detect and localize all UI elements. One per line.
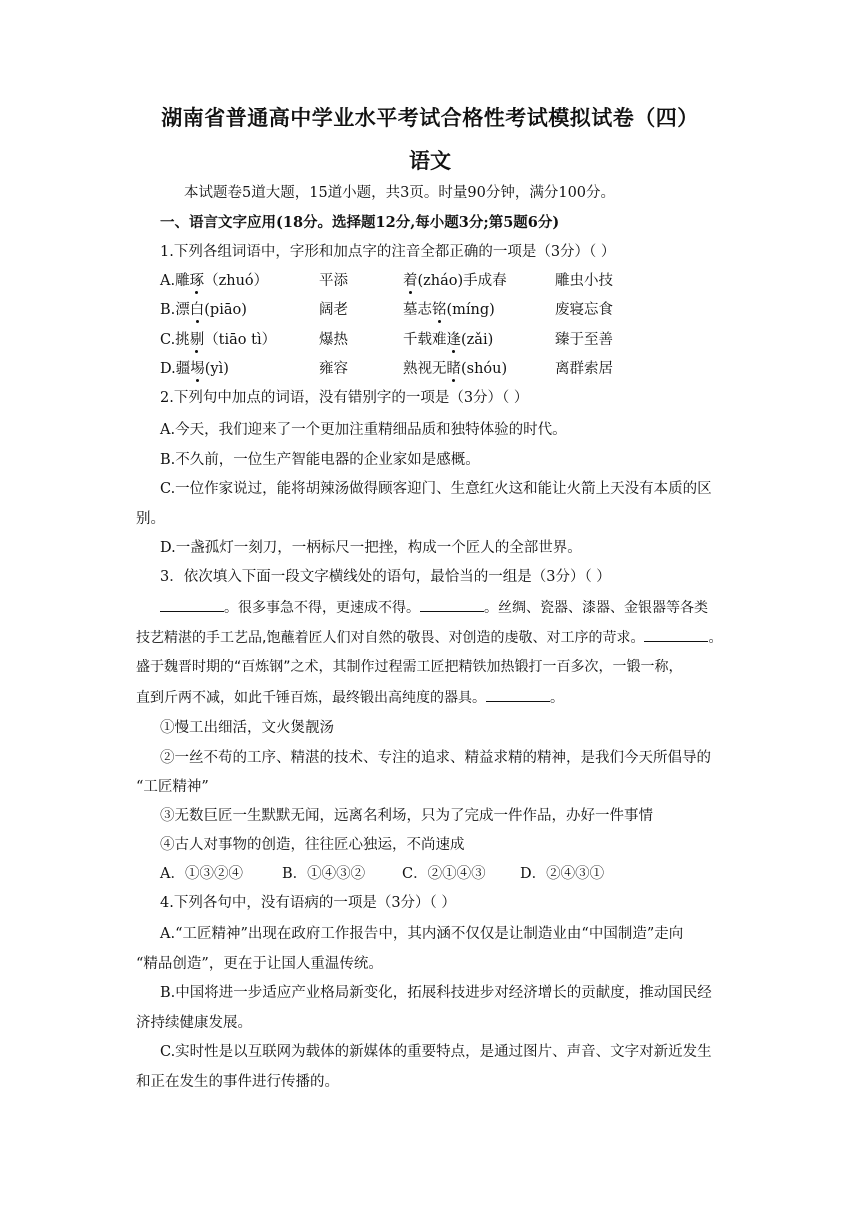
dotted-char: 逢: [446, 332, 461, 348]
option-word: 熟视无: [403, 361, 447, 377]
pinyin: (piāo): [204, 302, 247, 318]
q3-passage-line3: 盛于魏晋时期的“百炼钢”之术，其制作过程需工匠把精铁加热锻打一百多次，一锻一称，: [136, 659, 683, 675]
answer-blank: [420, 597, 484, 612]
option-text: D.疆: [160, 361, 191, 377]
pinyin: (yì): [204, 361, 229, 377]
q3-choice-b: B．①④③②: [282, 866, 366, 882]
option-word: 雕虫小技: [555, 273, 613, 289]
exam-intro: 本试题卷5道大题，15道小题，共3页。时量90分钟，满分100分。: [184, 185, 616, 201]
option-word: 爆热: [319, 332, 348, 348]
passage-text: 。丝绸、瓷器、漆器、金银器等各类: [484, 600, 708, 616]
passage-text: 。: [708, 630, 723, 646]
option-word: 阔老: [319, 302, 348, 318]
q3-stem: 3．依次填入下面一段文字横线处的语句，最恰当的一组是（3分）（ ）: [160, 569, 611, 585]
option-text: A.雕: [160, 273, 190, 289]
q2-option-c-cont: 别。: [136, 511, 165, 527]
option-word: 离群索居: [555, 361, 613, 377]
q2-stem: 2.下列句中加点的词语，没有错别字的一项是（3分）（ ）: [160, 390, 529, 406]
q3-sentence-2-cont: “工匠精神”: [136, 779, 209, 795]
dotted-char: 睹: [446, 361, 461, 377]
dotted-char: 铭: [432, 302, 447, 318]
pinyin: (shóu): [461, 361, 508, 377]
option-text: B.漂: [160, 302, 190, 318]
q2-option-a: A.今天，我们迎来了一个更加注重精细品质和独特体验的时代。: [160, 422, 567, 438]
option-word: 平添: [319, 273, 348, 289]
pinyin: (zǎi): [461, 332, 494, 348]
pinyin: （tiāo tì）: [204, 332, 277, 348]
option-word: (zháo)手成春: [417, 273, 507, 289]
exam-title: 湖南省普通高中学业水平考试合格性考试模拟试卷（四）: [161, 105, 699, 130]
dotted-char: 白: [189, 302, 205, 318]
q3-choice-c: C．②①④③: [402, 866, 486, 882]
q4-option-a-cont: “精品创造”，更在于让国人重温传统。: [136, 956, 383, 972]
q4-option-b: B.中国将进一步适应产业格局新变化，拓展科技进步对经济增长的贡献度，推动国民经: [160, 985, 712, 1001]
dotted-char: 着: [403, 273, 418, 289]
q2-option-c: C.一位作家说过，能将胡辣汤做得顾客迎门、生意红火这和能让火箭上天没有本质的区: [160, 481, 712, 497]
answer-blank: [486, 687, 550, 702]
q3-sentence-2: ②一丝不苟的工序、精湛的技术、专注的追求、精益求精的精神，是我们今天所倡导的: [160, 750, 711, 766]
passage-text: 技艺精湛的手工艺品,饱蘸着匠人们对自然的敬畏、对创造的虔敬、对工序的苛求。: [136, 630, 645, 646]
q2-option-b: B.不久前，一位生产智能电器的企业家如是感概。: [160, 452, 480, 468]
passage-text: 。: [550, 690, 564, 706]
q1-stem: 1.下列各组词语中，字形和加点字的注音全都正确的一项是（3分）（ ）: [160, 244, 616, 260]
passage-text: 。很多事急不得，更速成不得。: [224, 600, 420, 616]
q4-option-c: C.实时性是以互联网为载体的新媒体的重要特点，是通过图片、声音、文字对新近发生: [160, 1044, 712, 1060]
dotted-char: 琢: [189, 273, 205, 289]
q4-option-a: A.“工匠精神”出现在政府工作报告中，其内涵不仅仅是让制造业由“中国制造”走向: [160, 926, 684, 942]
q3-choice-d: D．②④③①: [520, 866, 605, 882]
dotted-char: 剔: [189, 332, 205, 348]
q3-choice-a: A．①③②④: [160, 866, 243, 882]
q3-passage-line1: [160, 597, 708, 618]
q3-choices: [160, 864, 604, 884]
subject-title: 语文: [409, 148, 451, 173]
section-heading: 一、语言文字应用(18分。选择题12分,每小题3分;第5题6分): [160, 214, 560, 231]
option-word: 墓志: [403, 302, 432, 318]
answer-blank: [160, 597, 224, 612]
q3-passage-line2: [136, 627, 722, 648]
option-word: 臻于至善: [555, 332, 613, 348]
q3-sentence-3: ③无数巨匠一生默默无闻，远离名利场，只为了完成一件作品，办好一件事情: [160, 808, 653, 824]
q4-option-c-cont: 和正在发生的事件进行传播的。: [136, 1074, 339, 1090]
q4-option-b-cont: 济持续健康发展。: [136, 1015, 252, 1031]
q4-stem: 4.下列各句中，没有语病的一项是（3分）（ ）: [160, 895, 456, 911]
dotted-char: 埸: [190, 361, 205, 377]
q3-passage-line4: [136, 687, 564, 708]
q3-sentence-1: ①慢工出细活，文火煲靓汤: [160, 720, 334, 736]
option-text: C.挑: [160, 332, 190, 348]
pinyin: (míng): [446, 302, 495, 318]
pinyin: （zhuó）: [204, 273, 269, 289]
option-word: 雍容: [319, 361, 348, 377]
q3-sentence-4: ④古人对事物的创造，往往匠心独运，不尚速成: [160, 837, 465, 853]
option-word: 千载难: [403, 332, 447, 348]
passage-text: 直到斤两不减，如此千锤百炼，最终锻出高纯度的器具。: [136, 690, 486, 706]
q2-option-d: D.一盏孤灯一刻刀，一柄标尺一把挫，构成一个匠人的全部世界。: [160, 540, 582, 556]
option-word: 废寝忘食: [555, 302, 613, 318]
answer-blank: [644, 627, 708, 642]
